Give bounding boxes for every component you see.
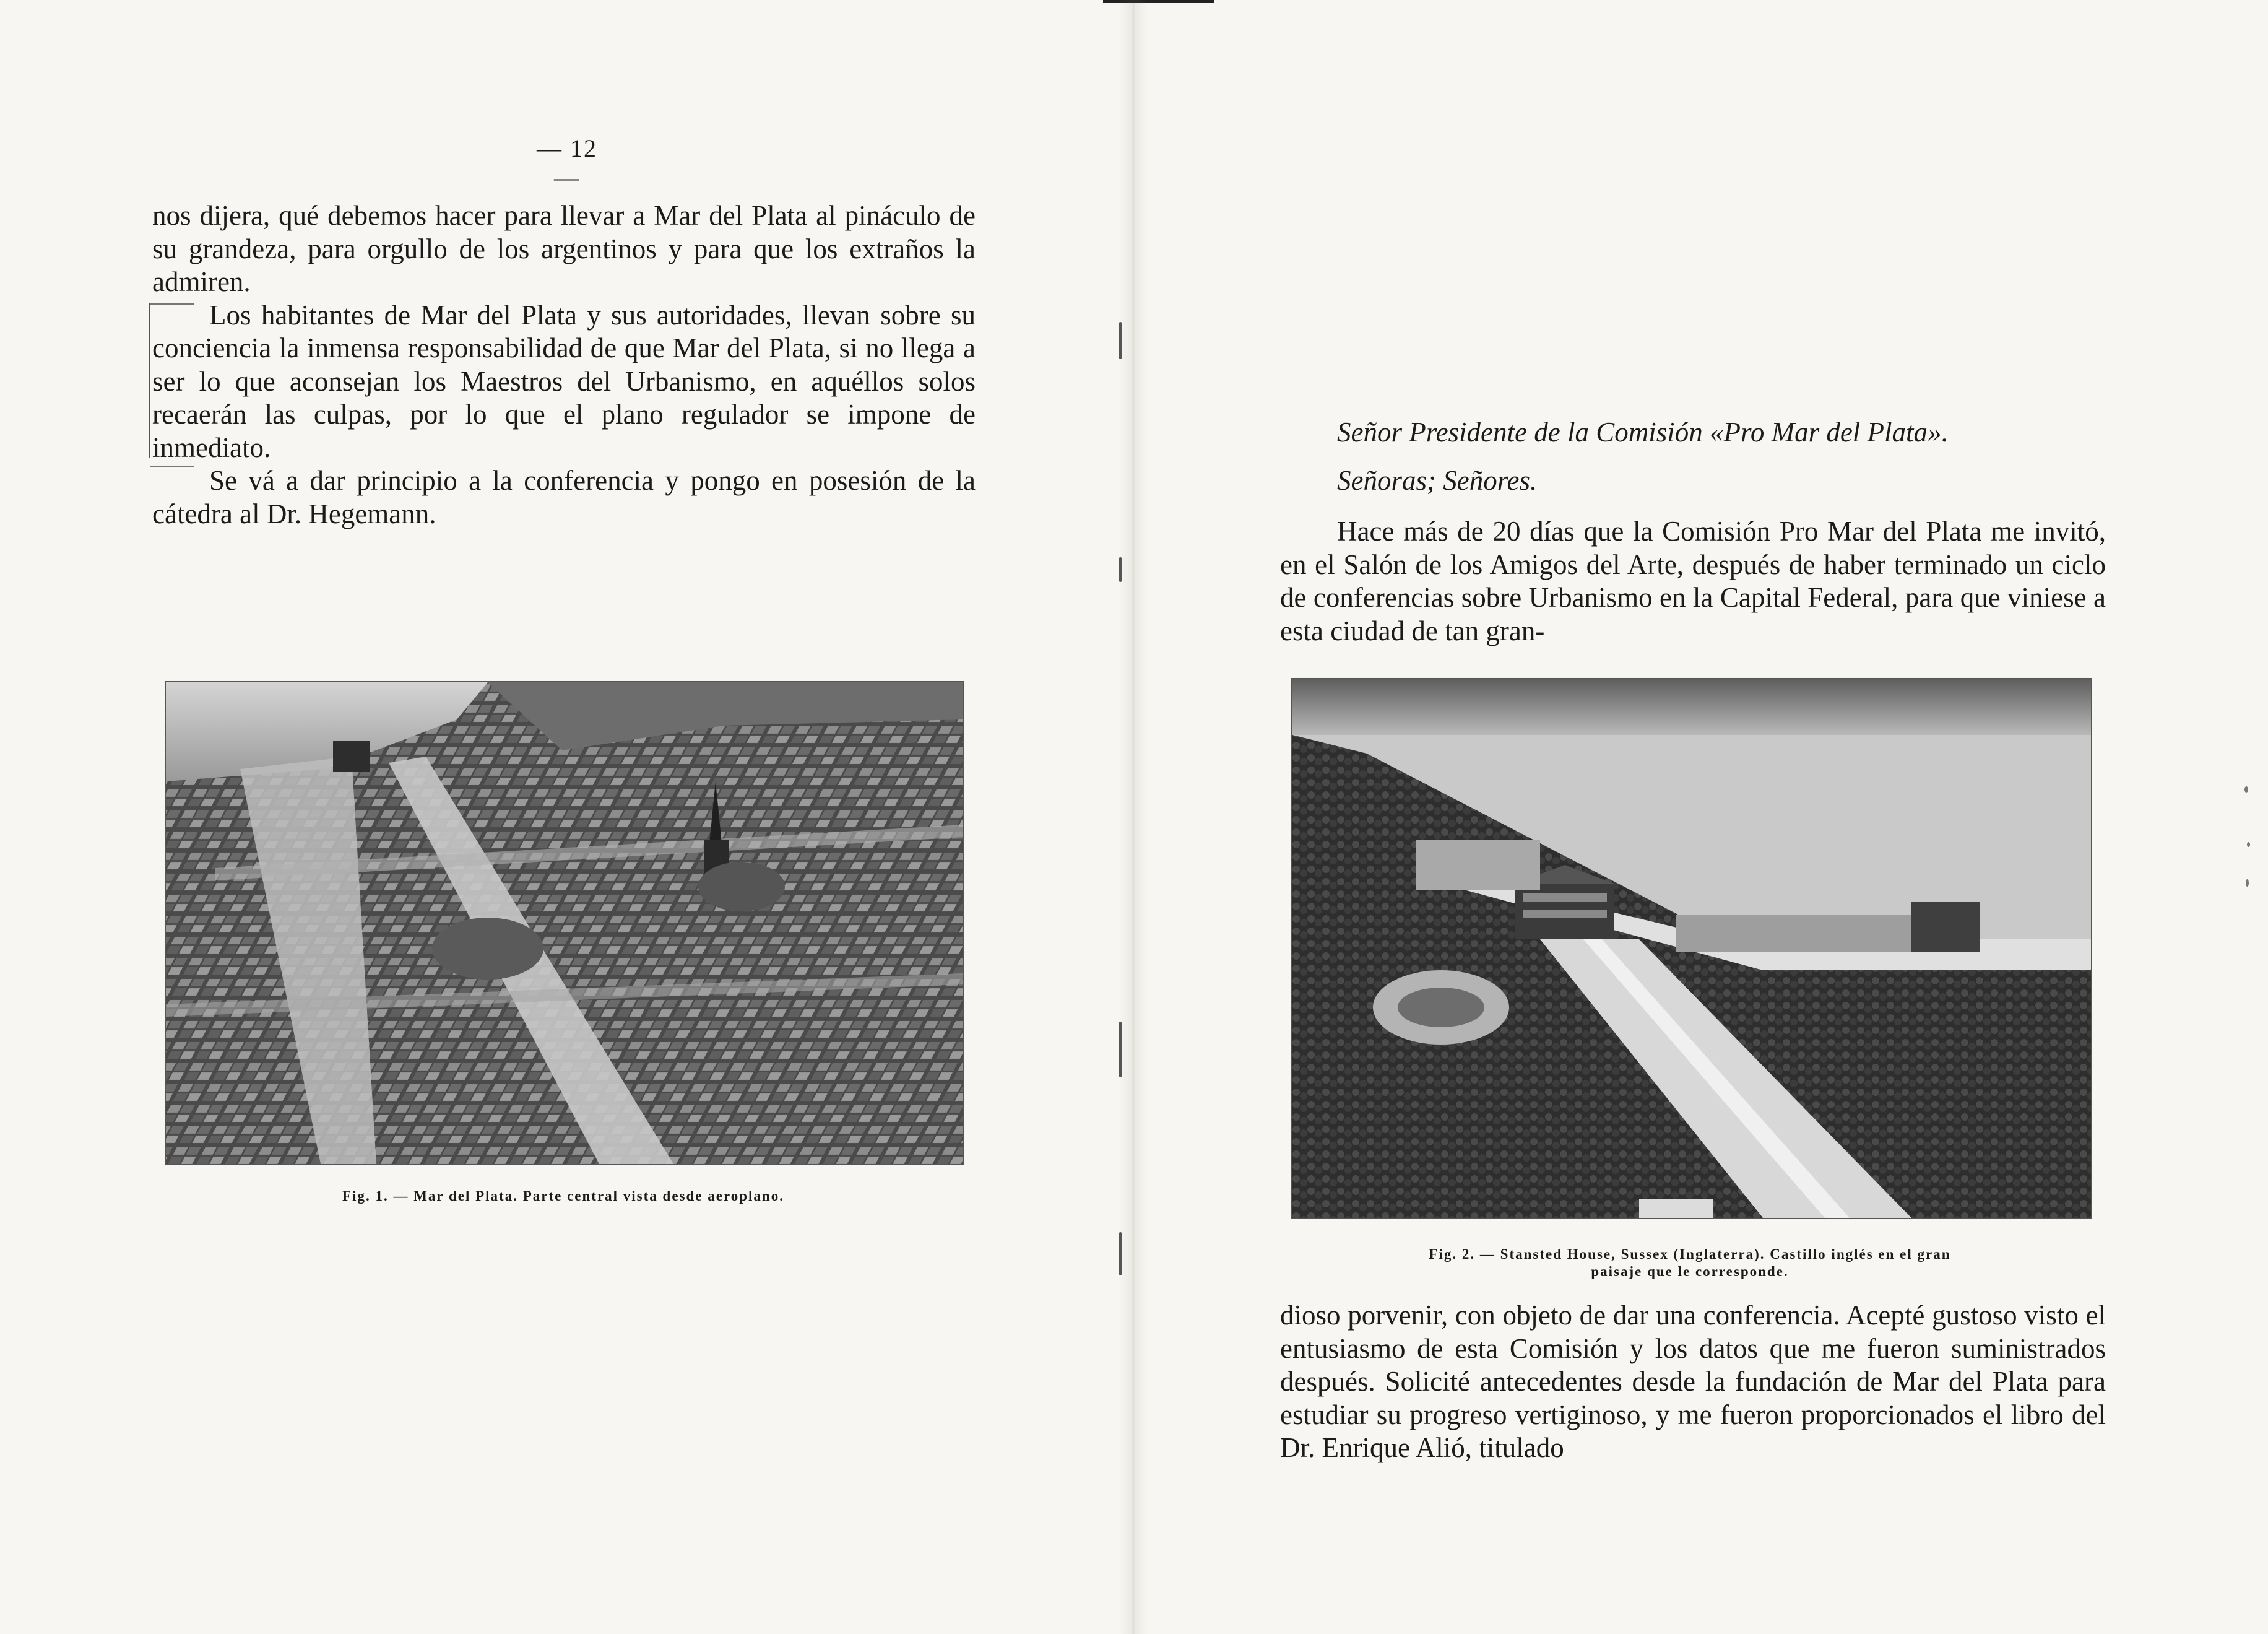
figure-2-caption (1331, 1246, 2049, 1280)
page-number: — 12 — (537, 134, 597, 191)
aerial-city-photo-graphic (166, 682, 963, 1164)
binding-mark (1119, 1022, 1122, 1077)
paragraph-invitation: Hace más de 20 días que la Comisión Pro Mar del Plata me invitó, en el Salón de los Amigos del Arte, después de haber terminado un ciclo de conferencias sobre Urbanismo en la Capital Federal, para que viniese a esta ciudad de tan gran- (1280, 516, 2106, 646)
binding-mark (1119, 1232, 1122, 1275)
scan-speck (2247, 842, 2250, 847)
binding-mark (1119, 557, 1122, 582)
paragraph-continuation: nos dijera, qué debemos hacer para llevar a Mar del Plata al pináculo de su grandeza, para orgullo de los argentinos y para que los extraños la admiren. (152, 200, 976, 297)
figure-2-caption-line-1: Fig. 2. — Stansted House, Sussex (Inglaterra). Castillo inglés en el gran (1429, 1246, 1951, 1262)
right-body-text-bottom (1280, 1299, 2106, 1465)
paragraph-responsibility: Los habitantes de Mar del Plata y sus autoridades, llevan sobre su conciencia la inmensa responsabilidad de que Mar del Plata, si no llega a ser lo que aconsejan los Maestros del Urbanismo, en aquéllos solos recaerán las culpas, por lo que el plano regulador se impone de inmediato. (152, 299, 976, 463)
castle-landscape-engraving (1291, 678, 2092, 1219)
paragraph-visit-reasons: dioso porvenir, con objeto de dar una conferencia. Acepté gustoso visto el entusiasmo de esta Comisión y los datos que me fueron suministrados después. Solicité antecedentes desde la fundación de Mar del Plata para estudiar su progreso vertiginoso, y me fueron proporcionados el libro del Dr. Enrique Alió, titulado (1280, 1300, 2106, 1463)
aerial-city-photo (165, 681, 964, 1165)
salutation-president: Señor Presidente de la Comisión «Pro Mar del Plata». (1337, 417, 1949, 448)
left-body-text (152, 199, 976, 531)
figure-1-caption: Fig. 1. — Mar del Plata. Parte central vista desde aeroplano. (342, 1188, 784, 1204)
scan-speck (2244, 786, 2248, 793)
figure-2-caption-line-2: paisaje que le corresponde. (1591, 1264, 1789, 1279)
page-gutter (1119, 0, 1148, 1634)
castle-landscape-engraving-graphic (1292, 679, 2091, 1218)
salutation-audience: Señoras; Señores. (1337, 465, 1538, 496)
scan-speck (2246, 879, 2249, 887)
paragraph-conference-start: Se vá a dar principio a la conferencia y pongo en posesión de la cátedra al Dr. Hegemann. (152, 465, 976, 529)
binding-mark (1119, 322, 1122, 359)
right-body-text-top (1280, 515, 2106, 648)
left-page (0, 0, 1120, 1634)
